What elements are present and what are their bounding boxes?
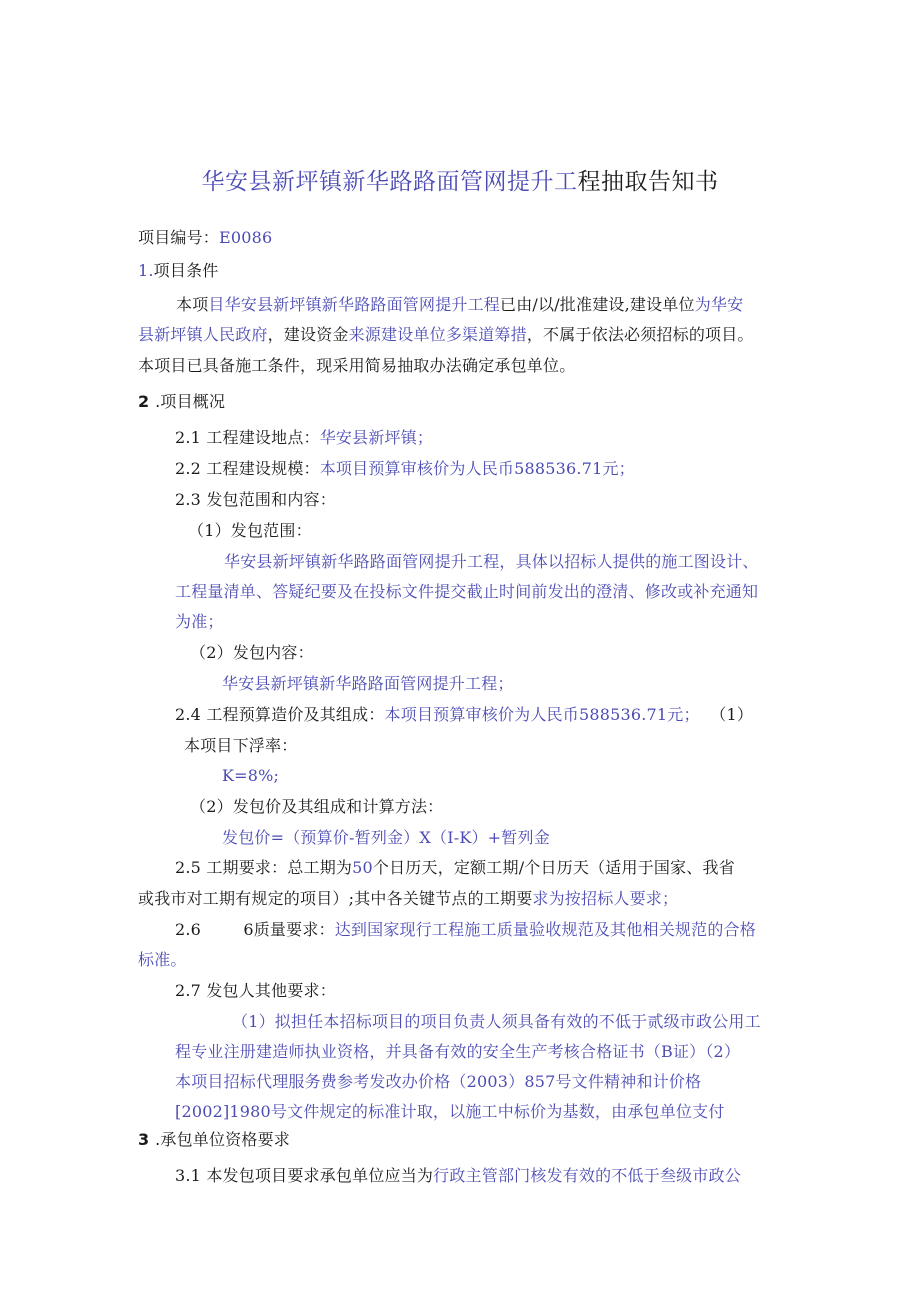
text-run: ，建设资金 <box>267 325 349 344</box>
item-label: 2.1 工程建设地点： <box>175 428 320 447</box>
item-value: 达到国家现行工程施工质量验收规范及其他相关规范的合格 <box>334 920 756 939</box>
text-run: 3.1 本发包项目要求承包单位应当为 <box>175 1166 434 1185</box>
item-3-1 <box>175 1166 741 1186</box>
text-run: 个日历天，定额工期/个日历天（适用于国家、我省 <box>372 858 735 877</box>
project-number-value: E0086 <box>219 228 273 247</box>
section-1-heading <box>138 261 218 281</box>
item-value: 华安县新坪镇； <box>319 428 434 447</box>
section-2-heading <box>138 392 225 412</box>
item-tail: （1） <box>710 705 754 724</box>
item-2-6-line-1 <box>175 920 756 940</box>
content-value: 华安县新坪镇新华路路面管网提升工程； <box>222 674 514 693</box>
scope-label: （1）发包范围： <box>188 521 312 540</box>
page-title <box>0 168 920 196</box>
section-1-para-line-3: 本项目已具备施工条件，现采用简易抽取办法确定承包单位。 <box>138 356 576 375</box>
section-1-number: 1. <box>138 261 154 280</box>
text-run: 或我市对工期有规定的项目）;其中各关键节点的工期要 <box>138 889 533 908</box>
float-rate-label: 本项目下浮率： <box>184 736 298 755</box>
text-run: ，不属于依法必须招标的项目。 <box>526 325 754 344</box>
text-run: 求为按招标人要求； <box>532 889 679 908</box>
project-number-label: 项目编号： <box>138 228 220 247</box>
item-label: 2.4 工程预算造价及其组成： <box>175 705 385 724</box>
section-2-number: 2 <box>138 392 150 411</box>
title-blue-part: 华安县新坪镇新华路路面管网提升工 <box>201 169 578 195</box>
requirement-line-3: 本项目招标代理服务费参考发改办价格（2003）857号文件精神和计价格 <box>175 1072 702 1091</box>
text-run: 本项 <box>176 295 209 314</box>
section-2-title: .项目概况 <box>155 392 226 411</box>
item-value: 本项目预算审核价为人民币588536.71元； <box>319 459 635 478</box>
section-3-number: 3 <box>138 1130 150 1149</box>
price-formula: 发包价=（预算价-暂列金）X（I-K）+暂列金 <box>222 828 550 847</box>
project-number <box>138 228 272 248</box>
builder-unit: 县新坪镇人民政府 <box>138 325 268 344</box>
item-2-2 <box>175 459 635 479</box>
fund-source: 来源建设单位多渠道筹措 <box>348 325 527 344</box>
total-days: 50 <box>352 858 373 877</box>
item-2-7: 2.7 发包人其他要求： <box>175 981 336 1000</box>
item-2-5-line-1 <box>175 858 735 878</box>
item-2-3: 2.3 发包范围和内容： <box>175 490 336 509</box>
section-1-para-line-1 <box>176 295 743 315</box>
text-run: 行政主管部门核发有效的不低于叁级市政公 <box>433 1166 741 1185</box>
item-label: 6质量要求： <box>243 920 335 939</box>
section-3-heading <box>138 1130 290 1150</box>
item-number: 2.6 <box>175 920 202 939</box>
section-1-title: 项目条件 <box>153 261 219 280</box>
item-2-4 <box>175 705 753 725</box>
text-run: 已由/以/批准建设,建设单位 <box>500 295 695 314</box>
k-value: K=8%; <box>222 766 280 785</box>
section-3-title: .承包单位资格要求 <box>155 1130 291 1149</box>
title-black-part: 程抽取告知书 <box>577 169 719 195</box>
content-label: （2）发包内容： <box>190 643 314 662</box>
item-2-1 <box>175 428 433 448</box>
item-label: 2.2 工程建设规模： <box>175 459 320 478</box>
requirement-line-1: （1）拟担任本招标项目的项目负责人须具备有效的不低于贰级市政公用工 <box>232 1012 761 1031</box>
project-name: 目华安县新坪镇新华路路面管网提升工程 <box>208 295 501 314</box>
item-value: 本项目预算审核价为人民币588536.71元； <box>384 705 700 724</box>
scope-line-2: 工程量清单、答疑纪要及在投标文件提交截止时间前发出的澄清、修改或补充通知 <box>175 582 759 601</box>
scope-line-3: 为准； <box>175 612 224 631</box>
requirement-line-2: 程专业注册建造师执业资格，并具备有效的安全生产考核合格证书（B证）（2） <box>175 1042 741 1061</box>
item-2-5-line-2 <box>138 889 678 909</box>
calc-method-label: （2）发包价及其组成和计算方法： <box>190 797 444 816</box>
text-run: 2.5 工期要求：总工期为 <box>175 858 353 877</box>
section-1-para-line-2 <box>138 325 754 345</box>
requirement-line-4: [2002]1980号文件规定的标准计取，以施工中标价为基数，由承包单位支付 <box>175 1102 725 1121</box>
item-2-6-line-2: 标准。 <box>138 950 187 969</box>
scope-line-1: 华安县新坪镇新华路路面管网提升工程，具体以招标人提供的施工图设计、 <box>224 552 759 571</box>
text-run: 为华安 <box>694 295 744 314</box>
